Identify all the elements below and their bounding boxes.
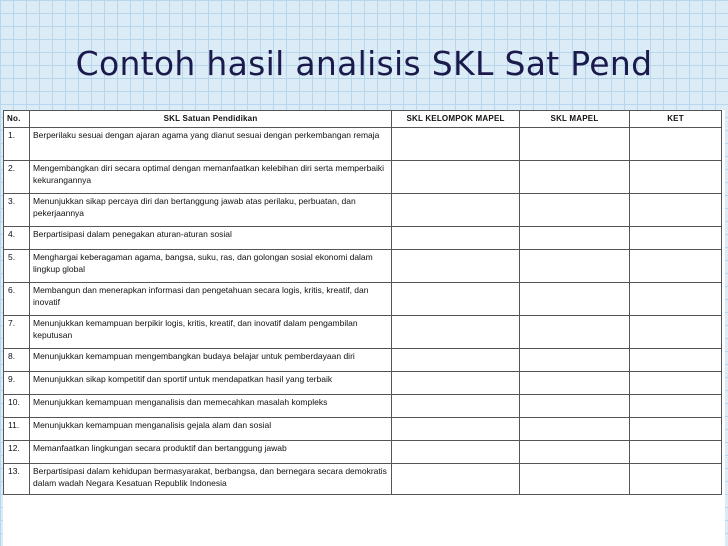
row-number: 2.: [4, 161, 30, 194]
row-skl-text: Menghargai keberagaman agama, bangsa, suku, ras, dan golongan sosial ekonomi dalam lingkup global: [30, 250, 392, 283]
header-skl-kelompok-mapel: SKL KELOMPOK MAPEL: [392, 111, 520, 128]
row-mapel-cell: [520, 194, 630, 227]
header-skl-satuan-pendidikan: SKL Satuan Pendidikan: [30, 111, 392, 128]
table-row: [4, 250, 722, 283]
row-kelompok-cell: [392, 128, 520, 161]
row-number: 8.: [4, 349, 30, 372]
row-ket-cell: [630, 316, 722, 349]
row-skl-text: Berperilaku sesuai dengan ajaran agama yang dianut sesuai dengan perkembangan remaja: [30, 128, 392, 161]
row-ket-cell: [630, 283, 722, 316]
row-kelompok-cell: [392, 395, 520, 418]
row-kelompok-cell: [392, 250, 520, 283]
row-mapel-cell: [520, 395, 630, 418]
row-kelompok-cell: [392, 194, 520, 227]
row-skl-text: Berpartisipasi dalam penegakan aturan-aturan sosial: [30, 227, 392, 250]
row-number: 10.: [4, 395, 30, 418]
row-skl-text: Menunjukkan sikap kompetitif dan sportif untuk mendapatkan hasil yang terbaik: [30, 372, 392, 395]
row-skl-text: Menunjukkan kemampuan menganalisis dan memecahkan masalah kompleks: [30, 395, 392, 418]
slide-title: Contoh hasil analisis SKL Sat Pend: [75, 44, 653, 83]
row-ket-cell: [630, 227, 722, 250]
table-row: [4, 372, 722, 395]
row-ket-cell: [630, 128, 722, 161]
row-mapel-cell: [520, 128, 630, 161]
row-ket-cell: [630, 441, 722, 464]
row-mapel-cell: [520, 283, 630, 316]
row-ket-cell: [630, 372, 722, 395]
row-skl-text: Menunjukkan sikap percaya diri dan bertanggung jawab atas perilaku, perbuatan, dan pekerjaannya: [30, 194, 392, 227]
row-mapel-cell: [520, 372, 630, 395]
row-mapel-cell: [520, 464, 630, 495]
table-row: [4, 349, 722, 372]
row-kelompok-cell: [392, 372, 520, 395]
table-row: [4, 283, 722, 316]
table-header-row: [4, 111, 722, 128]
row-mapel-cell: [520, 227, 630, 250]
row-mapel-cell: [520, 250, 630, 283]
row-number: 13.: [4, 464, 30, 495]
row-mapel-cell: [520, 161, 630, 194]
row-skl-text: Berpartisipasi dalam kehidupan bermasyarakat, berbangsa, dan bernegara secara demokratis dalam wadah Negara Kesatuan Republik Indonesia: [30, 464, 392, 495]
table-row: [4, 227, 722, 250]
row-mapel-cell: [520, 441, 630, 464]
row-skl-text: Menunjukkan kemampuan mengembangkan budaya belajar untuk pemberdayaan diri: [30, 349, 392, 372]
row-kelompok-cell: [392, 161, 520, 194]
row-skl-text: Mengembangkan diri secara optimal dengan memanfaatkan kelebihan diri serta memperbaiki kekurangannya: [30, 161, 392, 194]
row-number: 12.: [4, 441, 30, 464]
table-row: [4, 316, 722, 349]
header-skl-mapel: SKL MAPEL: [520, 111, 630, 128]
header-no: No.: [4, 111, 30, 128]
row-mapel-cell: [520, 316, 630, 349]
row-number: 3.: [4, 194, 30, 227]
document-image: [3, 110, 725, 546]
table-row: [4, 128, 722, 161]
row-kelompok-cell: [392, 441, 520, 464]
row-number: 9.: [4, 372, 30, 395]
row-skl-text: Membangun dan menerapkan informasi dan pengetahuan secara logis, kritis, kreatif, dan inovatif: [30, 283, 392, 316]
header-ket: KET: [630, 111, 722, 128]
row-kelompok-cell: [392, 349, 520, 372]
table-row: [4, 395, 722, 418]
row-number: 6.: [4, 283, 30, 316]
table-row: [4, 441, 722, 464]
row-number: 11.: [4, 418, 30, 441]
row-kelompok-cell: [392, 227, 520, 250]
row-ket-cell: [630, 161, 722, 194]
row-ket-cell: [630, 395, 722, 418]
row-number: 1.: [4, 128, 30, 161]
row-kelompok-cell: [392, 464, 520, 495]
row-mapel-cell: [520, 349, 630, 372]
row-skl-text: Menunjukkan kemampuan berpikir logis, kritis, kreatif, dan inovatif dalam pengambilan keputusan: [30, 316, 392, 349]
row-kelompok-cell: [392, 316, 520, 349]
table-row: [4, 194, 722, 227]
row-ket-cell: [630, 464, 722, 495]
row-ket-cell: [630, 250, 722, 283]
row-kelompok-cell: [392, 418, 520, 441]
skl-analysis-table: [3, 110, 722, 495]
row-mapel-cell: [520, 418, 630, 441]
row-number: 4.: [4, 227, 30, 250]
row-ket-cell: [630, 194, 722, 227]
row-kelompok-cell: [392, 283, 520, 316]
row-skl-text: Menunjukkan kemampuan menganalisis gejala alam dan sosial: [30, 418, 392, 441]
table-row: [4, 464, 722, 495]
row-number: 7.: [4, 316, 30, 349]
row-ket-cell: [630, 349, 722, 372]
row-skl-text: Memanfaatkan lingkungan secara produktif dan bertanggung jawab: [30, 441, 392, 464]
row-ket-cell: [630, 418, 722, 441]
table-row: [4, 161, 722, 194]
table-row: [4, 418, 722, 441]
row-number: 5.: [4, 250, 30, 283]
